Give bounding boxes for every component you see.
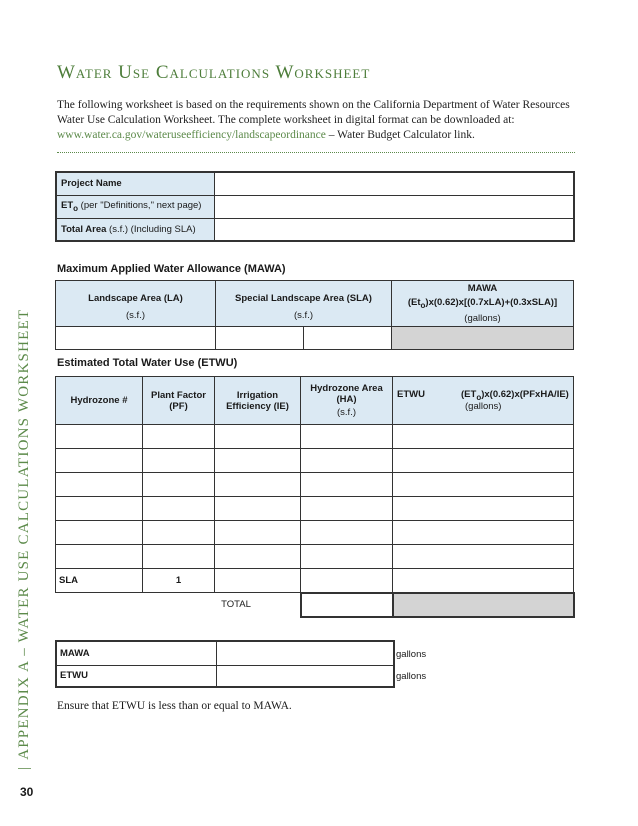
etwu-cell[interactable] [393, 521, 574, 545]
etwu-row [56, 545, 574, 569]
etwu-col-ha-label: Hydrozone Area (HA) [310, 383, 383, 405]
etwu-cell[interactable] [143, 545, 215, 569]
etwu-cell[interactable] [301, 425, 393, 449]
mawa-formula-a: (Et [407, 297, 421, 308]
etwu-row [56, 497, 574, 521]
etwu-col-ha-unit: (s.f.) [337, 407, 356, 418]
mawa-col-formula [392, 281, 574, 327]
compare-mawa-unit: gallons [396, 649, 427, 660]
etwu-row [56, 473, 574, 497]
etwu-col-ie: Irrigation Efficiency (IE) [215, 377, 301, 425]
etwu-col-label: ETWU [397, 388, 425, 400]
etwu-cell[interactable] [215, 497, 301, 521]
eto-label-rest: (per "Definitions," next page) [78, 200, 202, 212]
sidebar-bar: | [16, 765, 32, 770]
etwu-col-pf: Plant Factor (PF) [143, 377, 215, 425]
etwu-total-ha[interactable] [301, 593, 393, 617]
etwu-formula-b: )x(0.62)x(PFxHA/IE) [481, 388, 569, 400]
etwu-cell[interactable] [143, 425, 215, 449]
etwu-heading: Estimated Total Water Use (ETWU) [57, 357, 238, 369]
intro-paragraph [57, 98, 577, 143]
mawa-formula-sub: o [420, 300, 426, 310]
etwu-col-formula [393, 377, 574, 425]
etwu-cell[interactable] [301, 521, 393, 545]
mawa-heading: Maximum Applied Water Allowance (MAWA) [57, 263, 286, 275]
mawa-col-la [56, 281, 216, 327]
mawa-col-sla-unit: (s.f.) [294, 310, 313, 322]
etwu-sla-pf: 1 [143, 569, 215, 593]
etwu-row [56, 449, 574, 473]
compare-mawa-row [56, 641, 394, 665]
etwu-formula-a: (ET [461, 388, 477, 400]
etwu-cell[interactable] [215, 449, 301, 473]
total-area-row [56, 218, 574, 241]
etwu-cell[interactable] [143, 473, 215, 497]
etwu-col-unit: (gallons) [465, 401, 502, 413]
etwu-cell[interactable] [56, 425, 143, 449]
compare-etwu-row [56, 665, 394, 687]
mawa-input-row [56, 326, 574, 349]
page-number: 30 [20, 785, 34, 799]
etwu-header-row [56, 377, 574, 425]
etwu-cell[interactable] [301, 569, 393, 593]
etwu-total-result [393, 593, 574, 617]
etwu-cell[interactable] [215, 521, 301, 545]
mawa-table [55, 280, 574, 350]
mawa-result-cell [392, 326, 574, 349]
mawa-sla-input[interactable] [216, 326, 392, 349]
eto-label [56, 195, 214, 218]
etwu-total-row [56, 593, 574, 617]
etwu-table [55, 376, 575, 618]
sidebar-label-main: APPENDIX A [16, 660, 32, 760]
sidebar-label-rest: WATER USE CALCULATIONS WORKSHEET [16, 308, 32, 643]
etwu-cell[interactable] [215, 425, 301, 449]
mawa-la-input[interactable] [56, 326, 216, 349]
mawa-header-row [56, 281, 574, 327]
intro-link-suffix: – Water Budget Calculator link. [325, 129, 475, 141]
sidebar-label-dash: – [16, 647, 32, 656]
etwu-col-ha [301, 377, 393, 425]
compare-etwu-label: ETWU [56, 665, 216, 687]
mawa-col-la-label: Landscape Area (LA) [88, 293, 183, 305]
etwu-sla-label: SLA [56, 569, 143, 593]
comparison-table [55, 640, 395, 688]
project-name-label: Project Name [56, 172, 214, 195]
download-link[interactable]: www.water.ca.gov/wateruseefficiency/landscapeordinance [57, 129, 326, 141]
etwu-cell[interactable] [393, 425, 574, 449]
intro-text: The following worksheet is based on the requirements shown on the California Department of Water Resources Water Use Calculation Worksheet. The complete worksheet in digital format can be downloaded at: [57, 99, 570, 126]
etwu-cell[interactable] [215, 569, 301, 593]
etwu-cell[interactable] [56, 497, 143, 521]
mawa-formula-b: )x(0.62)x[(0.7xLA)+(0.3xSLA)] [425, 297, 558, 308]
etwu-cell[interactable] [393, 473, 574, 497]
total-area-label-rest: (s.f.) (Including SLA) [106, 223, 196, 235]
compare-mawa-label: MAWA [56, 641, 216, 665]
etwu-cell[interactable] [215, 473, 301, 497]
compare-etwu-unit: gallons [396, 671, 427, 682]
eto-field[interactable] [214, 195, 574, 218]
etwu-cell[interactable] [215, 545, 301, 569]
etwu-col-hydrozone: Hydrozone # [56, 377, 143, 425]
etwu-cell[interactable] [301, 449, 393, 473]
project-name-row [56, 172, 574, 195]
etwu-cell[interactable] [393, 569, 574, 593]
etwu-cell[interactable] [301, 473, 393, 497]
compare-mawa-field[interactable] [216, 641, 394, 665]
etwu-cell[interactable] [56, 521, 143, 545]
mawa-col-la-unit: (s.f.) [126, 310, 145, 322]
sidebar-label [12, 308, 36, 770]
total-area-label [56, 218, 214, 241]
eto-label-sub: o [73, 203, 79, 213]
etwu-row [56, 425, 574, 449]
project-info-table [55, 171, 575, 242]
etwu-cell[interactable] [393, 497, 574, 521]
etwu-cell[interactable] [143, 521, 215, 545]
etwu-col-formula-text [461, 389, 569, 402]
etwu-total-label: TOTAL [56, 593, 301, 617]
etwu-cell[interactable] [393, 545, 574, 569]
etwu-cell[interactable] [56, 545, 143, 569]
etwu-cell[interactable] [143, 497, 215, 521]
mawa-col-formula-text [395, 297, 570, 310]
total-area-field[interactable] [214, 218, 574, 241]
etwu-cell[interactable] [56, 473, 143, 497]
page-title: Water Use Calculations Worksheet [57, 62, 371, 83]
divider [57, 152, 575, 153]
mawa-col-unit: (gallons) [464, 312, 501, 324]
note-text: Ensure that ETWU is less than or equal to MAWA. [57, 700, 292, 712]
eto-row [56, 195, 574, 218]
mawa-col-sla [216, 281, 392, 327]
total-area-label-bold: Total Area [61, 223, 107, 235]
project-name-field[interactable] [214, 172, 574, 195]
etwu-cell[interactable] [301, 545, 393, 569]
mawa-col-sla-label: Special Landscape Area (SLA) [235, 293, 372, 305]
etwu-cell[interactable] [393, 449, 574, 473]
etwu-cell[interactable] [56, 449, 143, 473]
eto-label-main: ET [61, 200, 74, 212]
mawa-col-title: MAWA [467, 283, 498, 294]
etwu-row [56, 521, 574, 545]
compare-etwu-field[interactable] [216, 665, 394, 687]
etwu-cell[interactable] [301, 497, 393, 521]
etwu-cell[interactable] [143, 449, 215, 473]
etwu-formula-sub: o [476, 392, 482, 402]
etwu-sla-row [56, 569, 574, 593]
